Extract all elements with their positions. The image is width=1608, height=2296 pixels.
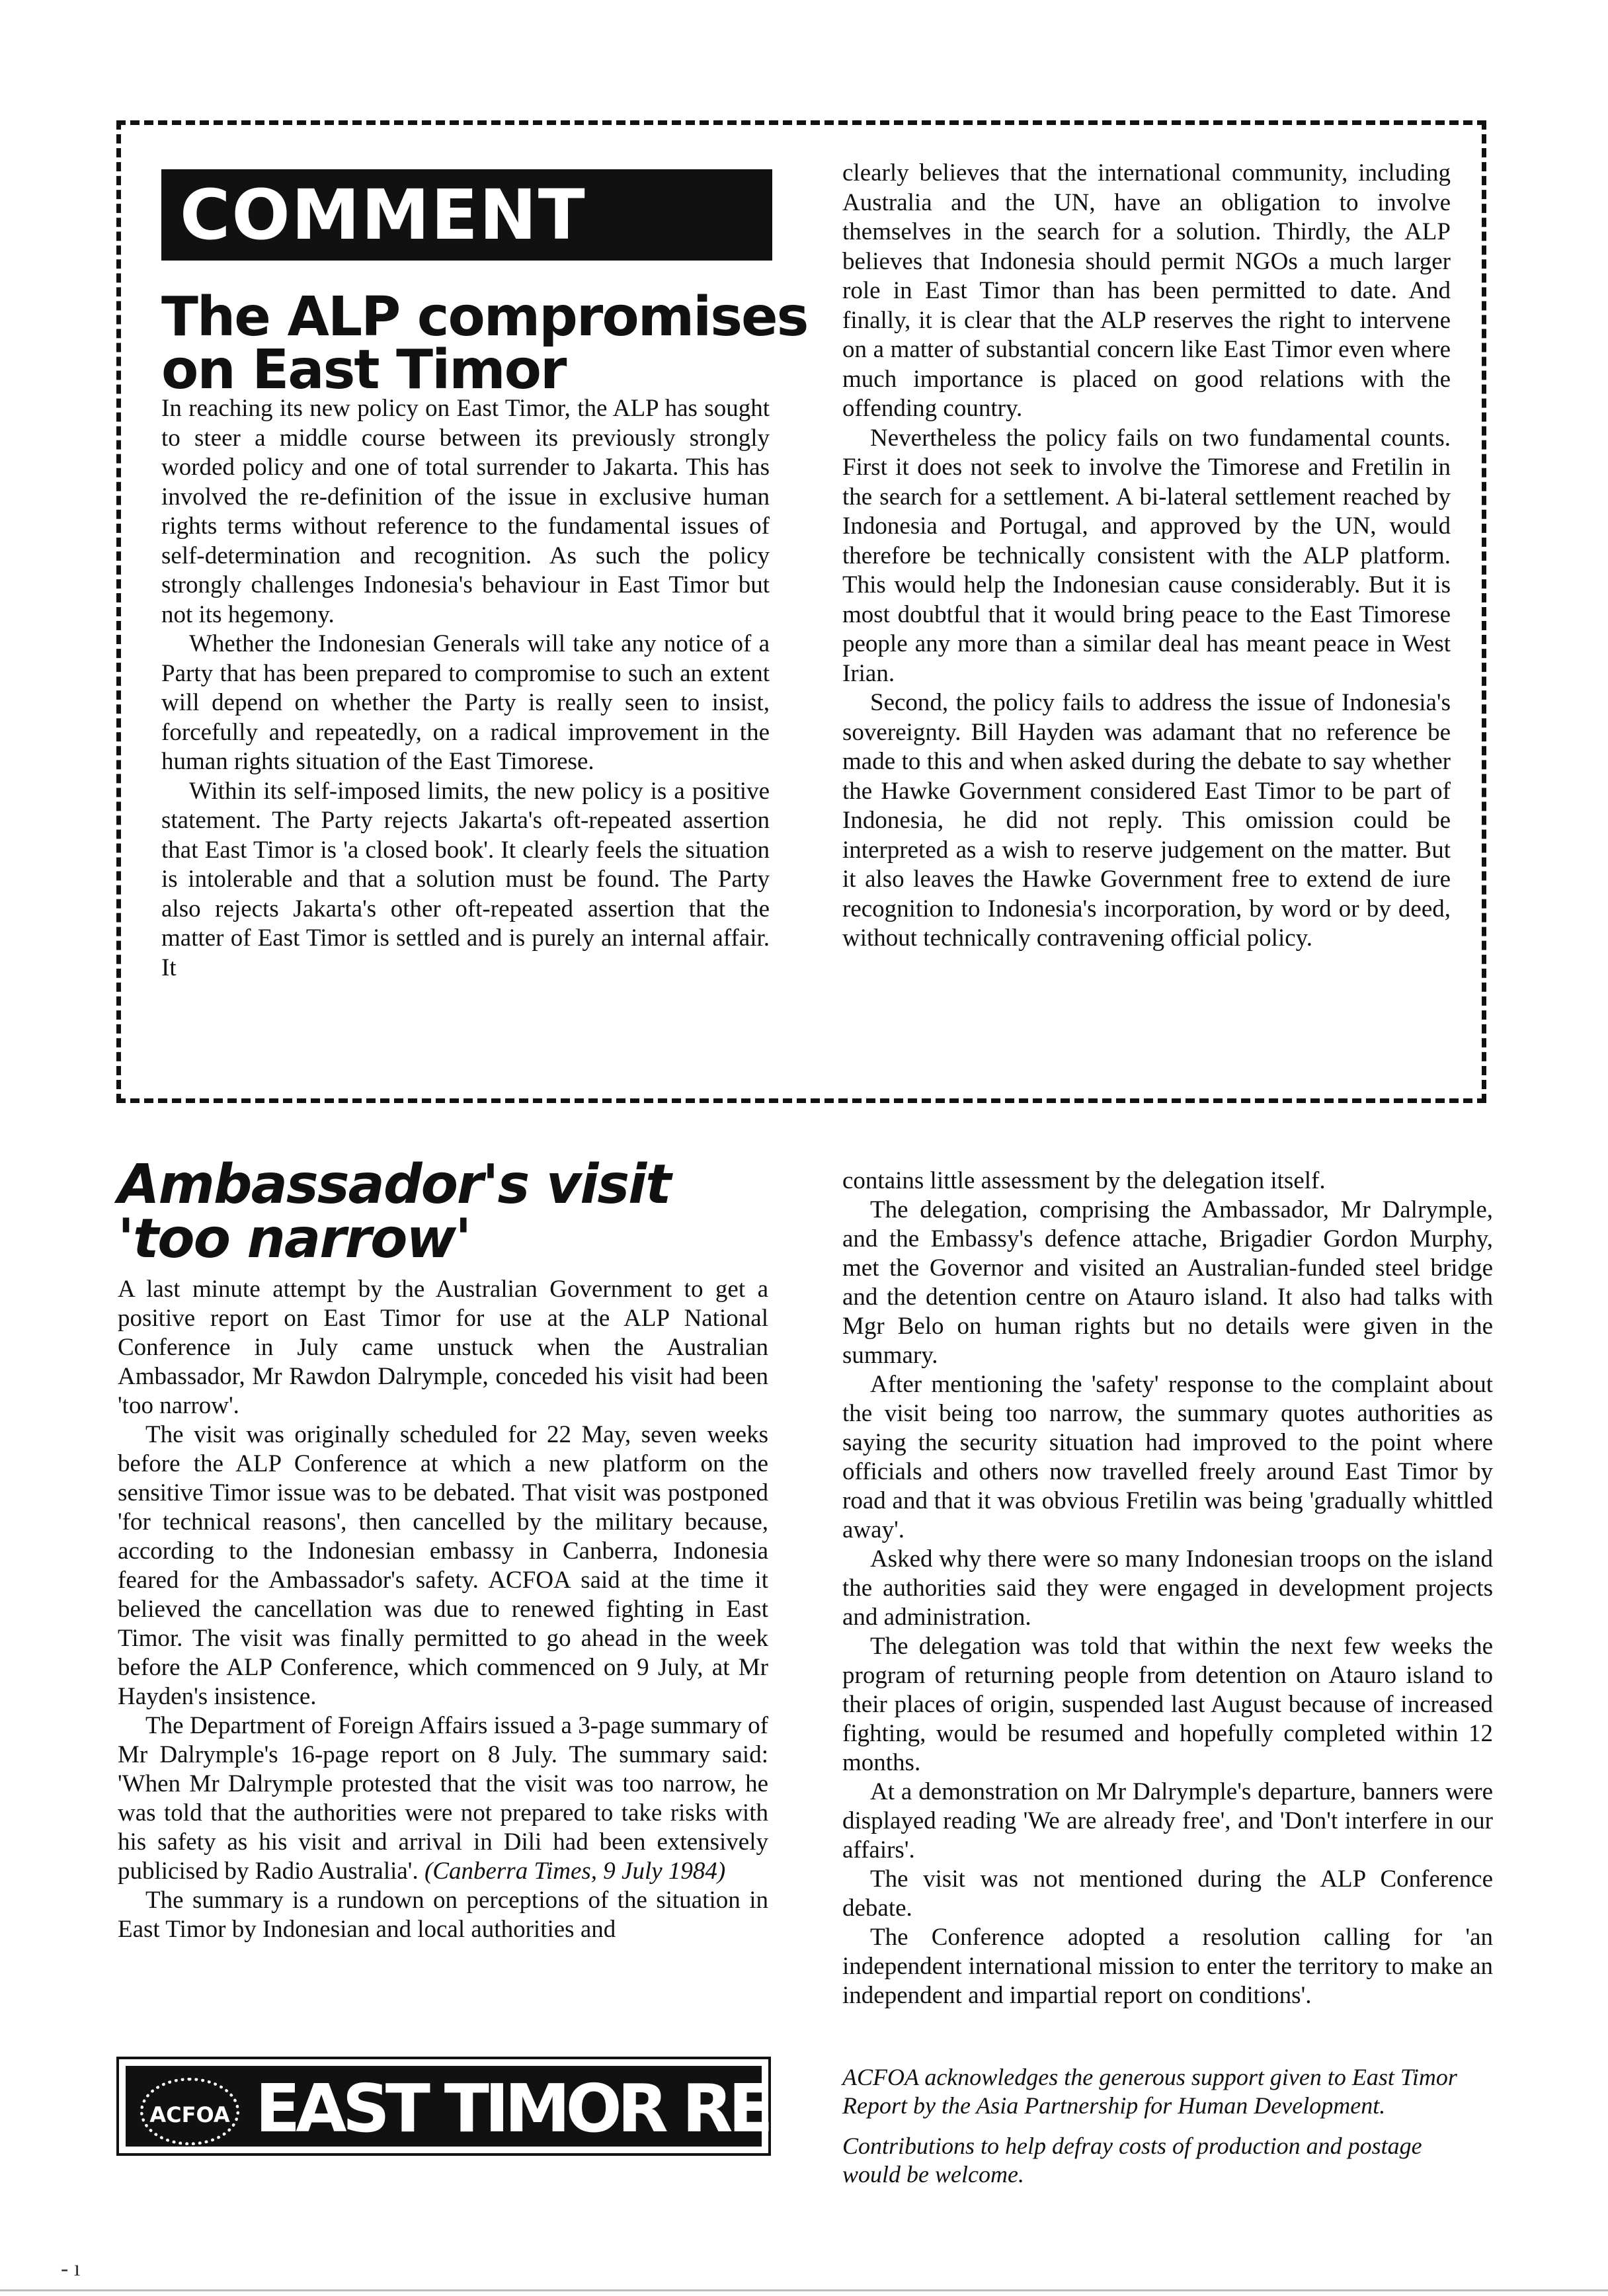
paragraph: The Conference adopted a resolution calling for 'an independent international mission to enter the territory to make an independent and impartial report on conditions'.	[842, 1924, 1493, 2009]
ambassador-headline-line2: 'too narrow'	[118, 1208, 471, 1270]
acknowledgement-text: ACFOA acknowledges the generous support given to East Timor Report by the Asia Partnership for Human Development.	[842, 2064, 1457, 2119]
paragraph: The delegation, comprising the Ambassador, Mr Dalrymple, and the Embassy's defence attache, Brigadier Gordon Murphy, met the Governor and visited an Australian-funded steel bridge and the detention centre on Atauro island. It also had talks with Mgr Belo on human rights but no details were given in the summary.	[842, 1196, 1493, 1369]
paragraph: contains little assessment by the delegation itself.	[842, 1167, 1326, 1194]
paragraph: At a demonstration on Mr Dalrymple's departure, banners were displayed reading 'We are already free', and 'Don't interfere in our affairs'.	[842, 1778, 1493, 1864]
paragraph: Within its self-imposed limits, the new policy is a positive statement. The Party rejects Jakarta's oft-repeated assertion that East Timor is 'a closed book'. It clearly feels the situation is intolerable and that a solution must be found. The Party also rejects Jakarta's other oft-repeated assertion that the matter of East Timor is settled and is purely an internal affair. It	[161, 777, 770, 981]
ambassador-headline-line1: Ambassador's visit	[118, 1153, 670, 1216]
acknowledgement	[842, 2063, 1477, 2201]
page-folio: - ı	[61, 2256, 81, 2281]
comment-banner: COMMENT	[161, 169, 772, 261]
paragraph: Nevertheless the policy fails on two fundamental counts. First it does not seek to involve the Timorese and Fretilin in the search for a settlement. A bi-lateral settlement reached by Indonesia and Portugal, and approved by the UN, would therefore be technically consistent with the ALP platform. This would help the Indonesian cause considerably. But it is most doubtful that it would bring peace to the East Timorese people any more than a similar deal has meant peace in West Irian.	[842, 424, 1451, 687]
scan-edge-divider	[0, 2289, 1608, 2291]
contributions-text: Contributions to help defray costs of production and postage would be welcome.	[842, 2133, 1422, 2188]
paragraph	[118, 1711, 768, 1886]
paragraph: In reaching its new policy on East Timor, the ALP has sought to steer a middle course between its previously strongly worded policy and one of total surrender to Jakarta. This has involved the re-definition of the issue in exclusive human rights terms without reference to the fundamental issues of self-determination and recognition. As such the policy strongly challenges Indonesia's behaviour in East Timor but not its hegemony.	[161, 395, 770, 628]
east-timor-report-logo	[116, 2057, 948, 2156]
comment-column-left	[161, 394, 770, 983]
logo-title: EAST TIMOR REPORT	[255, 2070, 948, 2147]
paragraph: A last minute attempt by the Australian Government to get a positive report on East Timor for use at the ALP National Conference in July came unstuck when the Australian Ambassador, Mr Rawdon Dalrymple, conceded his visit had been 'too narrow'.	[118, 1276, 768, 1419]
paragraph: The visit was originally scheduled for 22 May, seven weeks before the ALP Conference at which a new platform on the sensitive Timor issue was to be debated. That visit was postponed 'for technical reasons', then cancelled by the military because, according to the Indonesian embassy in Canberra, Indonesia feared for the Ambassador's safety. ACFOA said at the time it believed the cancellation was due to renewed fighting in East Timor. The visit was finally permitted to go ahead in the week before the ALP Conference, which commenced on 9 July, at Mr Hayden's insistence.	[118, 1421, 768, 1710]
paragraph: The visit was not mentioned during the ALP Conference debate.	[842, 1866, 1493, 1922]
paragraph: The summary is a rundown on perceptions of the situation in East Timor by Indonesian and local authorities and	[118, 1887, 768, 1943]
paragraph: clearly believes that the international community, including Australia and the UN, have an obligation to involve themselves in the search for a solution. Thirdly, the ALP believes that Indonesia should permit NGOs a much larger role in East Timor than has been permitted to date. And finally, it is clear that the ALP reserves the right to intervene on a matter of substantial concern like East Timor even where much importance is placed on good relations with the offending country.	[842, 159, 1451, 422]
paragraph: The delegation was told that within the next few weeks the program of returning people from detention on Atauro island to their places of origin, suspended last August because of increased fighting, would be resumed and hopefully completed within 12 months.	[842, 1633, 1493, 1776]
acfoa-badge-icon: ACFOA	[140, 2078, 239, 2145]
paragraph: After mentioning the 'safety' response to the complaint about the visit being too narrow, the summary quotes authorities as saying the security situation had improved to the point where officials and others now travelled freely around East Timor by road and that it was obvious Fretilin was being 'gradually whittled away'.	[842, 1371, 1493, 1543]
comment-headline-line1: The ALP compromises	[161, 286, 808, 348]
paragraph-text: The Department of Foreign Affairs issued a 3-page summary of Mr Dalrymple's 16-page report on 8 July. The summary said: 'When Mr Dalrymple protested that the visit was too narrow, he was told that the authorities were not prepared to take risks with his safety as his visit and arrival in Dili had been extensively publicised by Radio Australia'.	[118, 1712, 768, 1885]
paragraph: Asked why there were so many Indonesian troops on the island the authorities said they were engaged in development projects and administration.	[842, 1545, 1493, 1631]
comment-column-right	[842, 159, 1451, 954]
logo-background	[126, 2066, 948, 2147]
ambassador-column-right	[842, 1167, 1493, 2010]
comment-headline-line2: on East Timor	[161, 339, 566, 401]
citation: (Canberra Times, 9 July 1984)	[424, 1858, 726, 1885]
paragraph: Whether the Indonesian Generals will take any notice of a Party that has been prepared to compromise to such an extent will depend on whether the Party is really seen to insist, forcefully and repeatedly, on a radical improvement in the human rights situation of the East Timorese.	[161, 630, 770, 775]
paragraph: Second, the policy fails to address the issue of Indonesia's sovereignty. Bill Hayden was adamant that no reference be made to this and when asked during the debate to say whether the Hawke Government considered East Timor to be part of Indonesia, he did not reply. This omission could be interpreted as a wish to reserve judgement on the matter. But it also leaves the Hawke Government free to extend de iure recognition to Indonesia's incorporation, by word or by deed, without technically contravening official policy.	[842, 689, 1451, 952]
ambassador-column-left	[118, 1275, 768, 1944]
